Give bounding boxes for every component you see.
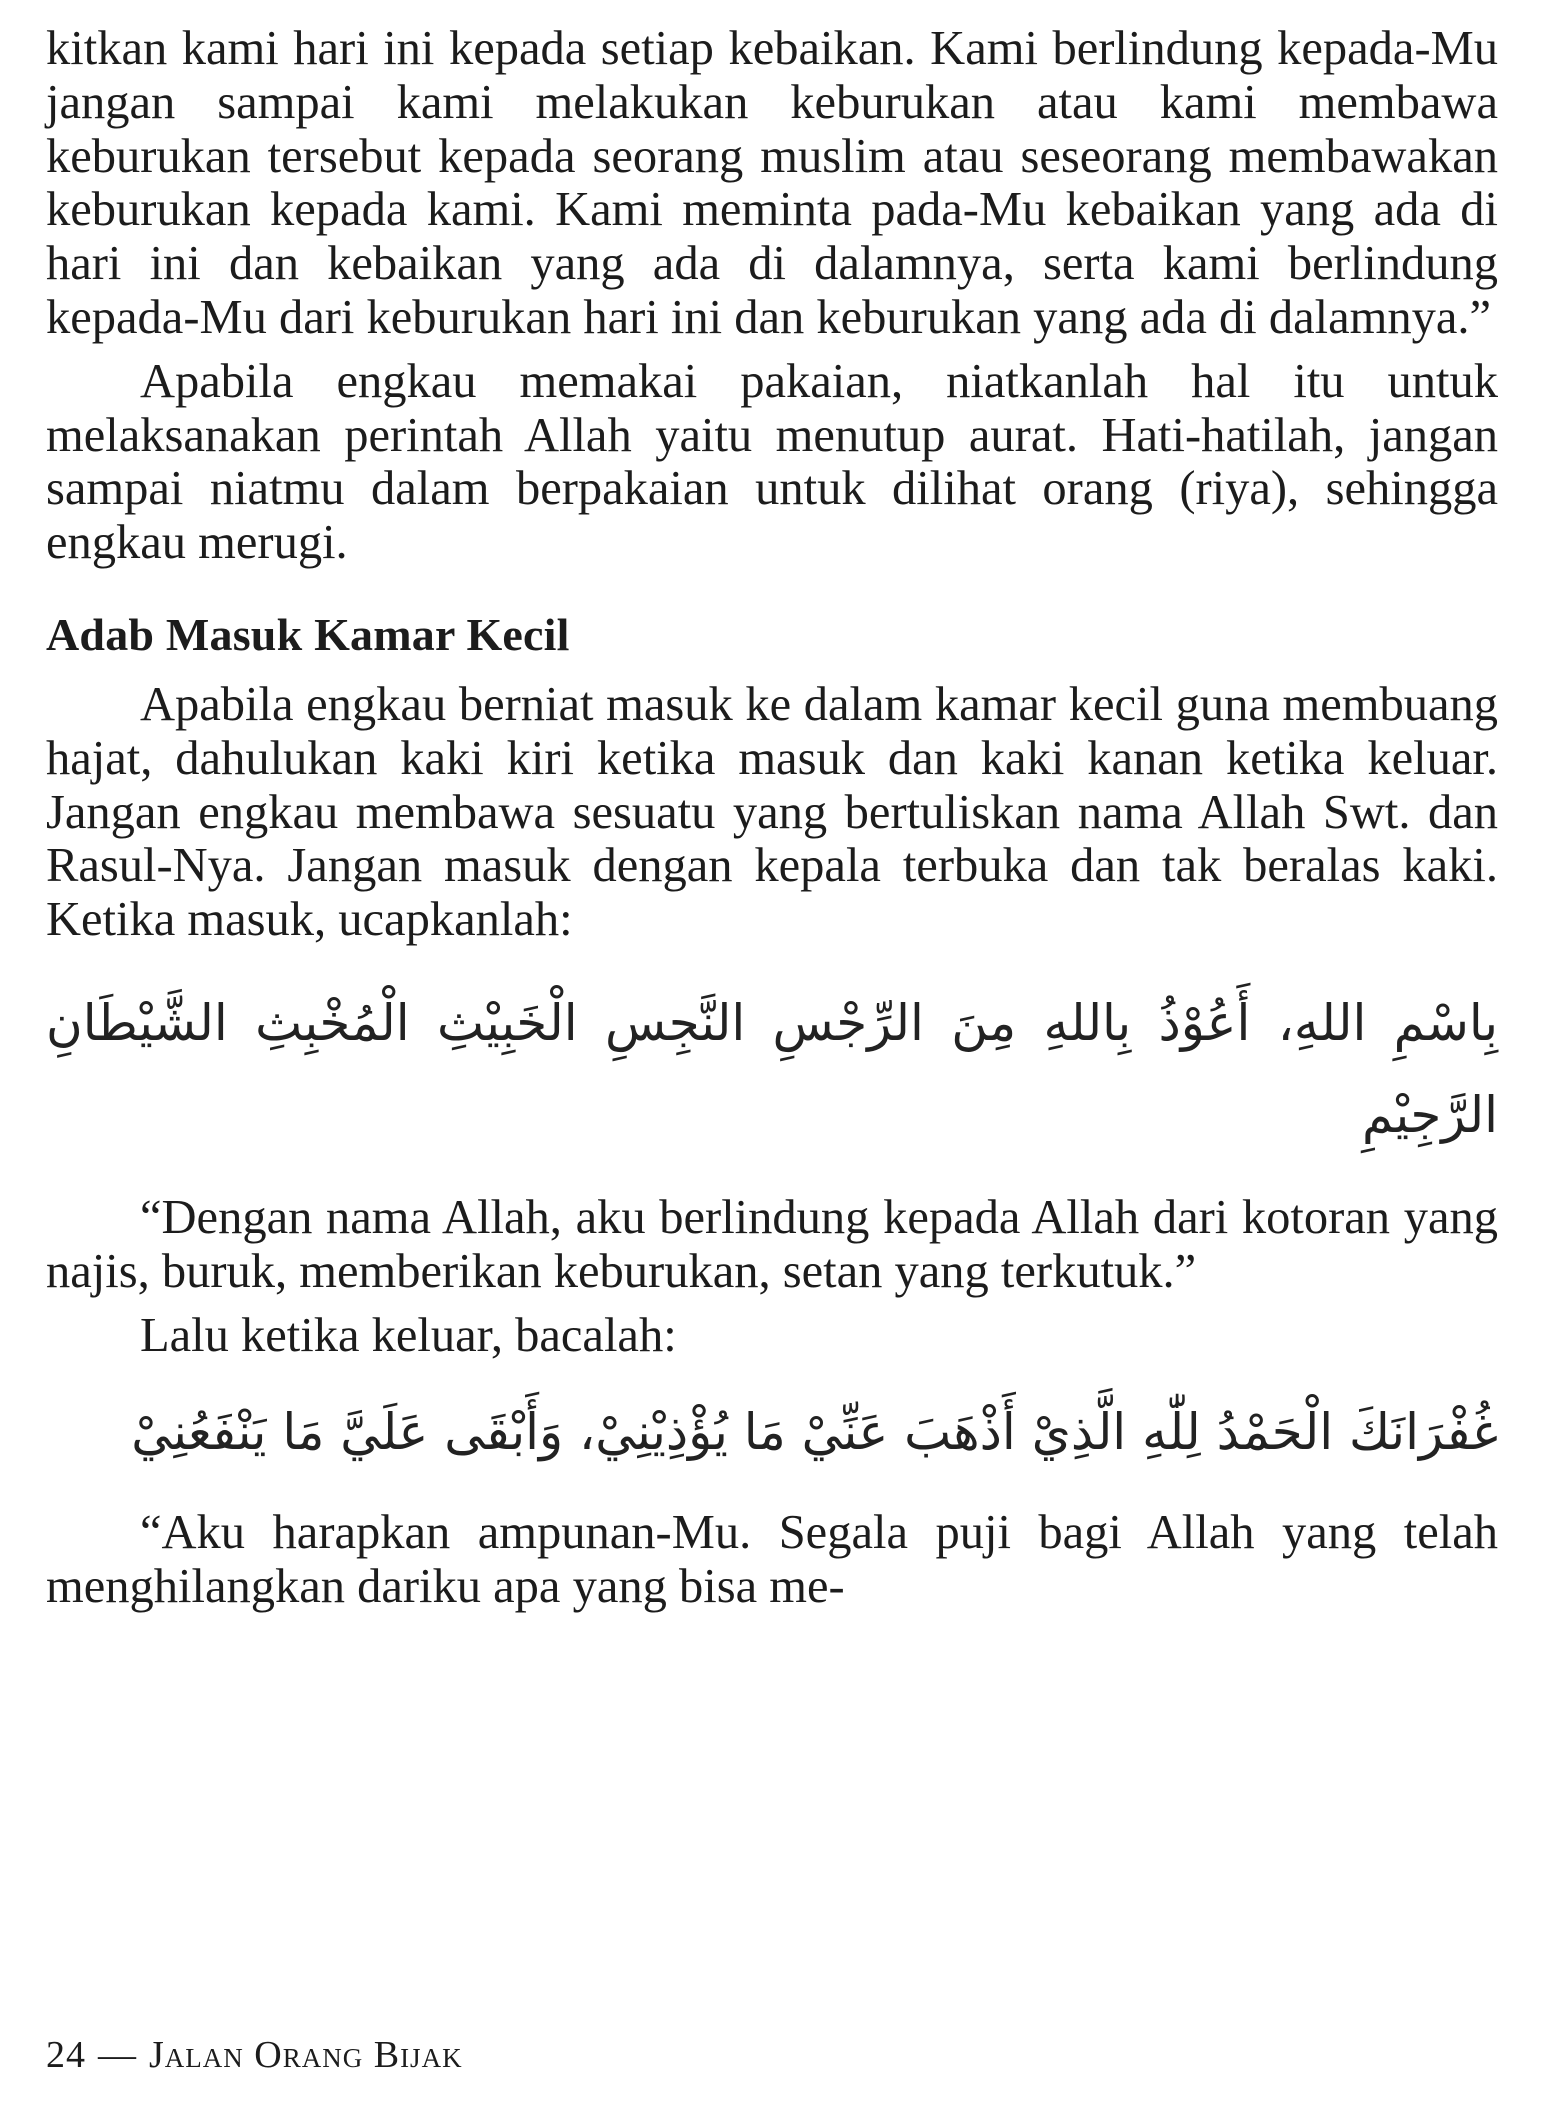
arabic-entry-prayer: بِاسْمِ اللهِ، أَعُوْذُ بِاللهِ مِنَ الرِّجْسِ النَّجِسِ الْخَبِيْثِ الْمُخْبِثِ الشَّيْطَانِ الرَّجِيْمِ (46, 993, 1498, 1144)
page-footer (46, 2033, 463, 2077)
section-heading: Adab Masuk Kamar Kecil (46, 608, 570, 660)
footer-separator: — (98, 2034, 137, 2076)
exit-intro: Lalu ketika keluar, bacalah: (140, 1308, 677, 1362)
exit-prayer-translation: “Aku harapkan ampunan-Mu. Segala puji bagi Allah yang telah menghilangkan dariku apa yang bisa me- (46, 1506, 1498, 1614)
paragraph-continuation: kitkan kami hari ini kepada setiap kebaikan. Kami berlindung kepada-Mu jangan sampai kami melakukan keburukan atau kami membawa keburukan tersebut kepada seorang muslim atau seseorang membawakan keburukan kepada kami. Kami meminta pada-Mu kebaikan yang ada di hari ini dan kebaikan yang ada di dalamnya, serta kami berlindung kepada-Mu dari keburukan hari ini dan keburukan yang ada di dalamnya.” (46, 22, 1498, 344)
paragraph-clothing: Apabila engkau memakai pakaian, niatkanlah hal itu untuk melaksanakan perintah Allah yaitu menutup aurat. Hati-hatilah, jangan sampai niatmu dalam berpakaian untuk dilihat orang (riya), sehingga engkau merugi. (46, 354, 1498, 570)
page-content (46, 22, 1498, 1614)
entry-prayer-translation: “Dengan nama Allah, aku berlindung kepada Allah dari kotoran yang najis, buruk, memberikan keburukan, setan yang terkutuk.” (46, 1190, 1498, 1298)
page-number: 24 (46, 2034, 86, 2076)
paragraph-toilet-etiquette: Apabila engkau berniat masuk ke dalam kamar kecil guna membuang hajat, dahulukan kaki kiri ketika masuk dan kaki kanan ketika keluar. Jangan engkau membawa sesuatu yang bertuliskan nama Allah Swt. dan Rasul-Nya. Jangan masuk dengan kepala terbuka dan tak beralas kaki. Ketika masuk, ucapkanlah: (46, 677, 1498, 947)
book-title: Jalan Orang Bijak (149, 2034, 463, 2076)
arabic-exit-prayer: غُفْرَانَكَ الْحَمْدُ لِلّٰهِ الَّذِيْ أَذْهَبَ عَنِّيْ مَا يُؤْذِيْنِيْ، وَأَبْقَى عَلَيَّ مَا يَنْفَعُنِيْ (131, 1403, 1498, 1462)
